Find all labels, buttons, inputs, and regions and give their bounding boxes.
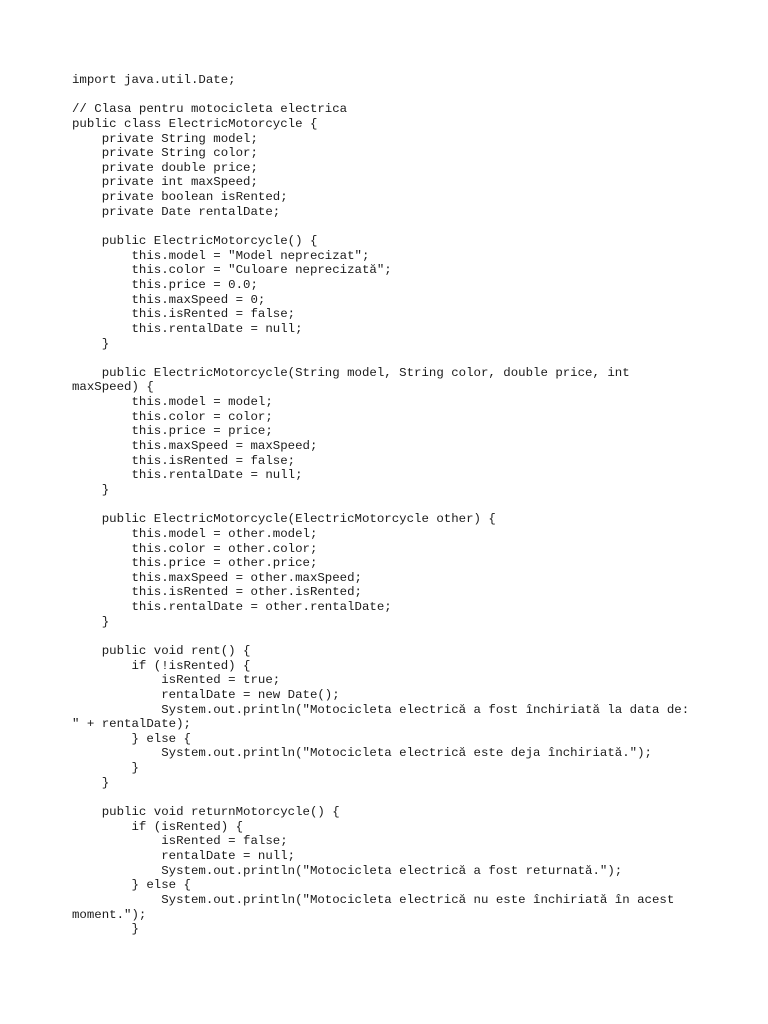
code-line: this.model = model; (72, 395, 273, 410)
code-line: maxSpeed) { (72, 380, 154, 395)
code-line: private int maxSpeed; (72, 175, 258, 190)
code-line: public ElectricMotorcycle(String model, String color, double price, int (72, 365, 630, 380)
code-line: isRented = false; (72, 834, 288, 849)
code-line: System.out.println("Motocicleta electrică a fost închiriată la data de: (72, 702, 690, 717)
code-line: } (72, 482, 110, 497)
code-line: this.price = price; (72, 424, 273, 439)
code-line: this.maxSpeed = 0; (72, 292, 266, 307)
code-line: this.color = other.color; (72, 541, 318, 556)
code-line: System.out.println("Motocicleta electrică este deja închiriată."); (72, 746, 652, 761)
code-line: this.maxSpeed = maxSpeed; (72, 439, 318, 454)
code-line: this.rentalDate = null; (72, 321, 303, 336)
code-line: this.isRented = false; (72, 307, 296, 322)
code-line: if (!isRented) { (72, 658, 251, 673)
code-line (72, 790, 712, 805)
code-line: this.price = 0.0; (72, 277, 258, 292)
code-line (72, 88, 712, 103)
code-line: System.out.println("Motocicleta electrică nu este închiriată în acest (72, 892, 675, 907)
code-line: rentalDate = new Date(); (72, 687, 340, 702)
code-line: this.color = color; (72, 409, 273, 424)
code-line: private String color; (72, 146, 258, 161)
code-line: this.price = other.price; (72, 556, 318, 571)
code-line: this.model = "Model neprecizat"; (72, 248, 370, 263)
code-line: this.rentalDate = null; (72, 468, 303, 483)
code-line: } else { (72, 878, 191, 893)
code-line (72, 351, 712, 366)
code-line: public ElectricMotorcycle(ElectricMotorcycle other) { (72, 512, 496, 527)
code-line: rentalDate = null; (72, 848, 296, 863)
code-line: } (72, 336, 110, 351)
code-line: public ElectricMotorcycle() { (72, 234, 318, 249)
code-line: // Clasa pentru motocicleta electrica (72, 102, 348, 117)
code-line: moment."); (72, 907, 147, 922)
code-line: } (72, 775, 110, 790)
code-line: import java.util.Date; (72, 73, 236, 87)
code-line: isRented = true; (72, 673, 281, 688)
code-line (72, 629, 712, 644)
code-line: public void returnMotorcycle() { (72, 805, 340, 820)
code-line: } (72, 761, 139, 776)
code-line: this.isRented = false; (72, 453, 296, 468)
code-listing (72, 73, 712, 937)
code-line (72, 219, 712, 234)
code-line: private boolean isRented; (72, 190, 288, 205)
code-line: this.maxSpeed = other.maxSpeed; (72, 570, 362, 585)
code-line: this.rentalDate = other.rentalDate; (72, 600, 392, 615)
code-line (72, 498, 712, 513)
code-line: if (isRented) { (72, 819, 244, 834)
code-line: " + rentalDate); (72, 717, 191, 732)
code-line: private String model; (72, 131, 258, 146)
code-line: } (72, 614, 110, 629)
code-line: private Date rentalDate; (72, 204, 281, 219)
code-line: System.out.println("Motocicleta electrică a fost returnată."); (72, 863, 623, 878)
code-line: public void rent() { (72, 643, 251, 658)
code-line: this.color = "Culoare neprecizată"; (72, 263, 392, 278)
code-line: } (72, 922, 139, 937)
code-line: public class ElectricMotorcycle { (72, 116, 318, 131)
code-line: private double price; (72, 160, 258, 175)
code-line: this.isRented = other.isRented; (72, 585, 362, 600)
code-line: this.model = other.model; (72, 526, 318, 541)
code-line: } else { (72, 731, 191, 746)
